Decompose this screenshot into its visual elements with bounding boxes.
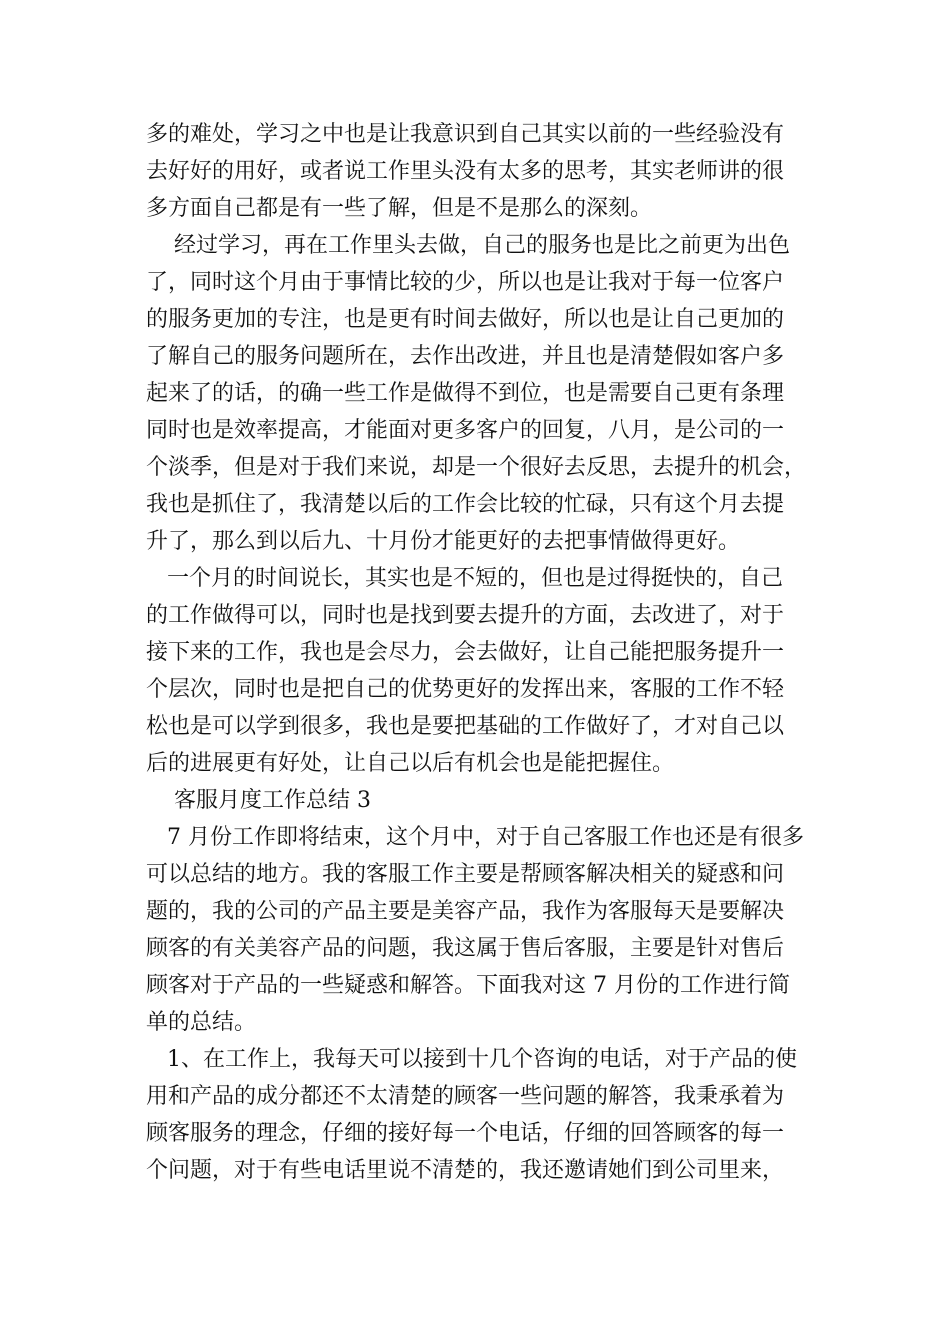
text-line: 顾客对于产品的一些疑惑和解答。下面我对这 7 月份的工作进行简 [146,973,790,998]
text-line: 1、在工作上，我每天可以接到十几个咨询的电话，对于产品的使 [146,1047,797,1072]
text-line: 后的进展更有好处，让自己以后有机会也是能把握住。 [146,751,675,776]
text-line: 起来了的话，的确一些工作是做得不到位，也是需要自己更有条理 [146,381,785,406]
text-line: 升了，那么到以后九、十月份才能更好的去把事情做得更好。 [146,529,741,554]
text-line: 的服务更加的专注，也是更有时间去做好，所以也是让自己更加的 [146,307,785,332]
text-line: 个淡季，但是对于我们来说，却是一个很好去反思，去提升的机会， [146,455,807,480]
text-line: 单的总结。 [146,1010,257,1035]
text-line: 的工作做得可以，同时也是找到要去提升的方面，去改进了，对于 [146,603,785,628]
text-line: 接下来的工作，我也是会尽力，会去做好，让自己能把服务提升一 [146,640,785,665]
text-line: 题的，我的公司的产品主要是美容产品，我作为客服每天是要解决 [146,899,785,924]
text-line: 我也是抓住了，我清楚以后的工作会比较的忙碌，只有这个月去提 [146,492,785,517]
text-line: 松也是可以学到很多，我也是要把基础的工作做好了，才对自己以 [146,714,785,739]
text-line: 用和产品的成分都还不太清楚的顾客一些问题的解答，我秉承着为 [146,1084,785,1109]
text-line: 一个月的时间说长，其实也是不短的，但也是过得挺快的，自己 [146,566,783,591]
text-line: 多的难处，学习之中也是让我意识到自己其实以前的一些经验没有 [146,122,785,147]
text-line: 个问题，对于有些电话里说不清楚的，我还邀请她们到公司里来， [146,1158,785,1183]
text-line: 同时也是效率提高，才能面对更多客户的回复，八月，是公司的一 [146,418,785,443]
text-line: 了解自己的服务问题所在，去作出改进，并且也是清楚假如客户多 [146,344,785,369]
text-line: 个层次，同时也是把自己的优势更好的发挥出来，客服的工作不轻 [146,677,785,702]
section-heading: 客服月度工作总结 3 [146,788,371,813]
text-line: 7 月份工作即将结束，这个月中，对于自己客服工作也还是有很多 [146,825,804,850]
text-line: 多方面自己都是有一些了解，但是不是那么的深刻。 [146,196,653,221]
text-line: 顾客服务的理念，仔细的接好每一个电话，仔细的回答顾客的每一 [146,1121,785,1146]
text-line: 可以总结的地方。我的客服工作主要是帮顾客解决相关的疑惑和问 [146,862,785,887]
text-line: 经过学习，再在工作里头去做，自己的服务也是比之前更为出色 [146,233,790,258]
text-line: 了，同时这个月由于事情比较的少，所以也是让我对于每一位客户 [146,270,785,295]
text-line: 顾客的有关美容产品的问题，我这属于售后客服，主要是针对售后 [146,936,785,961]
text-line: 去好好的用好，或者说工作里头没有太多的思考，其实老师讲的很 [146,159,785,184]
document-body [146,116,816,1189]
